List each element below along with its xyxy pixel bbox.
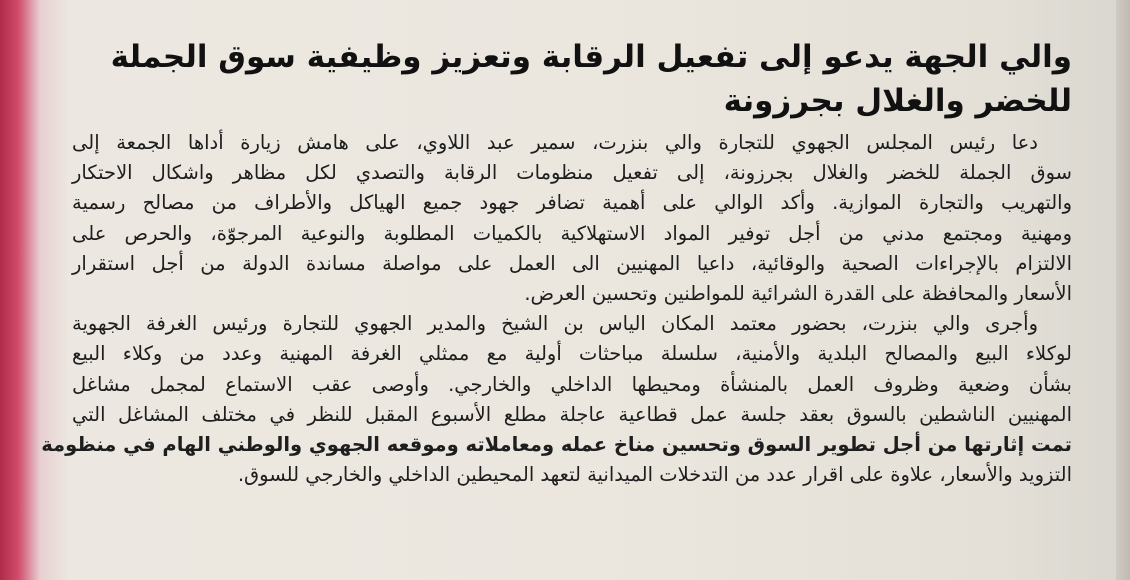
body-line: لوكلاء البيع والمصالح البلدية والأمنية، سلسلة مباحثات أولية مع ممثلي الغرفة المهنية وعدد من وكلاء البيع (72, 342, 1072, 366)
body-line: وأجرى والي بنزرت، بحضور معتمد المكان الياس بن الشيخ والمدير الجهوي للتجارة ورئيس الغرفة الجهوية (72, 312, 1038, 336)
article-headline (92, 35, 1072, 123)
body-line: والتهريب والتجارة الموازية. وأكد الوالي على أهمية تضافر جهود جميع الهياكل والأطراف من مصالح رسمية (72, 191, 1072, 215)
body-line: سوق الجملة للخضر والغلال بجرزونة، إلى تفعيل منظومات الرقابة والتصدي لكل مظاهر واشكال الاحتكار (72, 161, 1072, 185)
body-line: الالتزام بالإجراءات الصحية والوقائية، داعيا المهنيين الى العمل على مواصلة مساندة الدولة من أجل استقرار (72, 251, 1072, 275)
body-line: التزويد والأسعار، علاوة على اقرار عدد من التدخلات الميدانية لتعهد المحيطين الداخلي والخارجي للسوق. (237, 463, 1072, 487)
headline-line: والي الجهة يدعو إلى تفعيل الرقابة وتعزيز وظيفية سوق الجملة (110, 39, 1072, 76)
body-line: المهنيين الناشطين بالسوق بعقد جلسة عمل قطاعية عاجلة مطلع الأسبوع المقبل للنظر في مختلف المشاغل التي (72, 402, 1072, 426)
body-line: ومهنية ومجتمع مدني من أجل توفير المواد الاستهلاكية بالكميات المطلوبة والنوعية المرجوّة، والحرص على (72, 221, 1072, 245)
headline-line: للخضر والغلال بجرزونة (723, 83, 1072, 120)
body-line: دعا رئيس المجلس الجهوي للتجارة والي بنزرت، سمير عبد اللاوي، على هامش زيارة أداها الجمعة إلى (72, 131, 1038, 154)
body-line: الأسعار والمحافظة على القدرة الشرائية للمواطنين وتحسين العرض. (524, 282, 1072, 306)
page-edge-shadow (1116, 0, 1130, 580)
article-body (41, 128, 1072, 490)
body-line: بشأن وضعية وظروف العمل بالمنشأة ومحيطها الداخلي والخارجي. وأوصى عقب الاستماع لمجمل مشاغل (72, 372, 1072, 396)
newspaper-clipping (41, 0, 1120, 580)
body-line: تمت إثارتها من أجل تطوير السوق وتحسين مناخ عمله ومعاملاته وموقعه الجهوي والوطني الهام في منظومة (41, 433, 1072, 457)
